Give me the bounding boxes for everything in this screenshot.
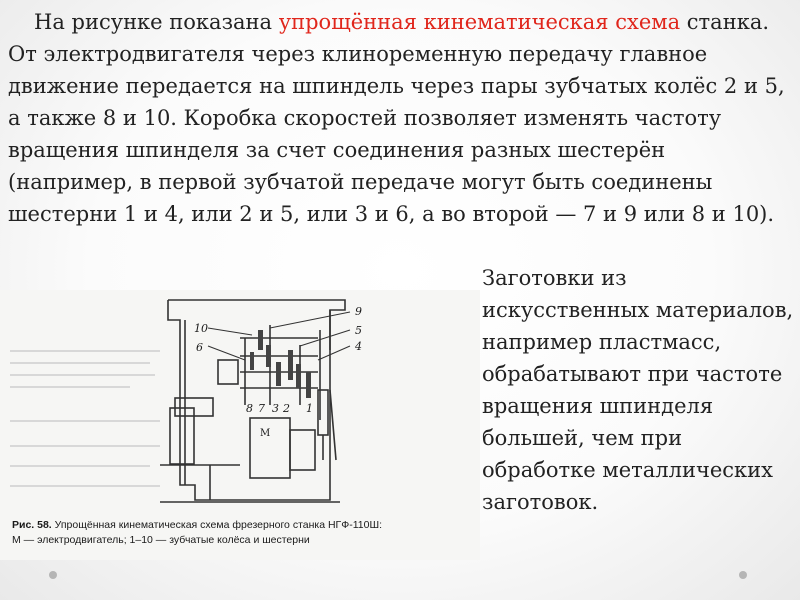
leader-line [270, 312, 350, 328]
leader-line [208, 346, 245, 360]
gear [288, 350, 293, 380]
caption-number: Рис. 58. [12, 519, 52, 531]
motor-housing [250, 418, 290, 478]
callout-label: 4 [355, 340, 362, 353]
leader-line [208, 328, 252, 335]
gear [250, 352, 254, 370]
figure-caption [12, 518, 472, 548]
gear [276, 362, 281, 386]
slide-bullet-left [49, 571, 57, 579]
machine-diagram [0, 290, 480, 515]
gear [306, 372, 311, 398]
gear [258, 330, 263, 350]
callout-label: 8 [246, 402, 253, 415]
main-text-rest: станка. От электродвигателя через клиноременную передачу главное движение передается на шпиндель через пары зубчатых колёс 2 и 5, а также 8 и 10. Коробка скоростей позволяет изменять частоту вращения шпинделя за счет соединения разных шестерён (например, в первой зубчатой передаче могут быть соединены шестерни 1 и 4, или 2 и 5, или 3 и 6, а во второй — 7 и 9 или 8 и 10). [8, 10, 785, 226]
callout-label: 2 [283, 402, 290, 415]
leader-line [318, 346, 350, 360]
vice [218, 360, 238, 384]
callout-label: 10 [194, 322, 208, 335]
gear [266, 345, 271, 367]
callout-label: 1 [306, 402, 313, 415]
motor-shaft-housing [290, 430, 315, 470]
callout-label: 7 [258, 402, 265, 415]
belt [330, 390, 336, 460]
caption-line-2: М — электродвигатель; 1–10 — зубчатые колёса и шестерни [12, 534, 310, 546]
callout-label: 5 [355, 324, 362, 337]
callout-label: 3 [272, 402, 279, 415]
gear [296, 364, 301, 388]
side-paragraph: Заготовки из искусственных материалов, например пластмасс, обрабатывают при частоте вращения шпинделя большей, чем при обработке металлических заготовок. [482, 266, 794, 514]
caption-line-1: Упрощённая кинематическая схема фрезерного станка НГФ-110Ш: [51, 519, 383, 531]
kinematic-scheme-figure [0, 290, 480, 560]
callout-label: 6 [196, 341, 203, 354]
motor-label: M [260, 428, 271, 439]
main-paragraph [8, 6, 792, 230]
callout-label: 9 [355, 305, 362, 318]
highlighted-term: упрощённая кинематическая схема [278, 10, 681, 34]
main-text-start: На рисунке показана [34, 10, 279, 34]
slide-bullet-right [739, 571, 747, 579]
